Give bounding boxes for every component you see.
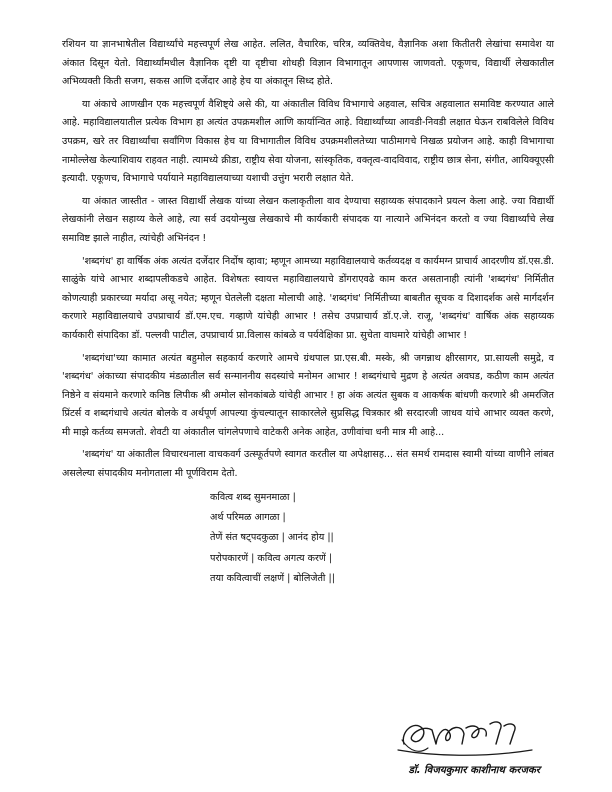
author-name: डॉ. विजयकुमार काशीनाथ करजकर [408, 765, 540, 776]
poem-line: तेणें संत षट्पदकुळा | आनंद होय || [210, 532, 334, 544]
editorial-page [62, 36, 554, 590]
paragraph-1: रशियन या ज्ञानभाषेतील विद्यार्थ्यांचे महत्त्वपूर्ण लेख आहेत. ललित, वैचारिक, चरित्र, व्यक्तिवेध, वैज्ञानिक अशा कितीतरी लेखांचा समावेश या अंकात दिसून येतो. विद्यार्थ्यांमधील वैज्ञानिक दृष्टी या दृष्टीचा शोधही विज्ञान विभागातून आपणास जाणवतो. एकूणच, विद्यार्थी लेखकातील अभिव्यक्ती किती सजग, सकस आणि दर्जेदार आहे हेच या अंकातून सिध्द होते. [62, 39, 554, 88]
paragraph-6: 'शब्दगंध' या अंकातील विचारधनाला वाचकवर्ग उत्स्फूर्तपणे स्वागत करतील या अपेक्षासह... संत समर्थ रामदास स्वामी यांच्या वाणीने लांबत असलेल्या संपादकीय मनोगताला मी पूर्णविराम देतो. [62, 449, 554, 480]
poem-line: तया कवित्वाचीं लक्षणें | बोलिजेती || [210, 573, 335, 585]
paragraph-3: या अंकात जास्तीत - जास्त विद्यार्थी लेखक यांच्या लेखन कलाकृतीला वाव देण्याचा सहाय्यक संपादकाने प्रयत्न केला आहे. ज्या विद्यार्थी लेखकांनी लेखन सहाय्य केले आहे, त्या सर्व उदयोन्मुख लेखकाचे मी कार्यकारी संपादक या नात्याने अभिनंदन करतो व ज्या विद्यार्थ्यांचे लेख समाविष्ट झाले नाहीत, त्यांचेही अभिनंदन ! [62, 195, 554, 244]
paragraph-2: या अंकाचे आणखीन एक महत्त्वपूर्ण वैशिष्ट्ये असे की, या अंकातील विविध विभागाचे अहवाल, सचित्र अहवालात समाविष्ट करण्यात आले आहे. महाविद्यालयातील प्रत्येक विभाग हा अत्यंत उपक्रमशील आणि कार्यान्वित आहे. विद्यार्थ्यांच्या आवडी-निवडी लक्षात घेऊन राबविलेले विविध उपक्रम, खरे तर विद्यार्थ्यांचा सर्वांगिण विकास हेच या विभागातील विविध उपक्रमशीलतेच्या पाठीमागचे निखळ प्रयोजन आहे. काही विभागाचा नामोल्लेख केल्याशिवाय राहवत नाही. त्यामध्ये क्रीडा, राष्ट्रीय सेवा योजना, सांस्कृतिक, वक्तृत्व-वादविवाद, राष्ट्रीय छात्र सेना, संगीत, आयिक्यूएसी इत्यादी. एकूणच, विभागाचे पर्यायाने महाविद्यालयाच्या यशाची उत्तुंग भरारी लक्षात येते. [62, 98, 554, 185]
handwritten-signature [392, 710, 542, 765]
poem-verse [210, 488, 554, 590]
paragraph-5: 'शब्दगंधा'च्या कामात अत्यंत बहुमोल सहकार्य करणारे आमचे ग्रंथपाल प्रा.एस.बी. मस्के, श्री जगन्नाथ क्षीरसागर, प्रा.सायली समुद्रे, व 'शब्दगंध' अंकाच्या संपादकीय मंडळातील सर्व सन्माननीय सदस्यांचे मनोमन आभार ! शब्दगंधाचे मुद्रण हे अत्यंत अवघड, कठीण काम अत्यंत निष्ठेने व संयमाने करणारे कनिष्ठ लिपीक श्री अमोल सोनकांबळे यांचेही आभार ! हा अंक अत्यंत सुबक व आकर्षक बांधणी करणारे श्री अमरजित प्रिंटर्स व शब्दगंधाचे अत्यंत बोलके व अर्थपूर्ण आपल्या कुंचल्यातून साकारलेले सुप्रसिद्ध चित्रकार श्री सरदारजी जाधव यांचे आभार व्यक्त करणे, मी माझे कर्तव्य समजतो. शेवटी या अंकातील चांगलेपणाचे वाटेकरी अनेक आहेत, उणीवांचा धनी मात्र मी आहे... [62, 352, 554, 438]
poem-line: परोपकारणें | कवित्व अगत्य करणें | [210, 552, 333, 564]
signature-icon [392, 710, 542, 765]
paragraph-4: 'शब्दगंध' हा वार्षिक अंक अत्यंत दर्जेदार निर्दोष व्हावा; म्हणून आमच्या महाविद्यालयाचे कर्तव्यदक्ष व कार्यमग्न प्राचार्य आदरणीय डॉ.एस.डी. साळुंके यांचे आभार शब्दापलीकडचे आहेत. विशेषतः स्वायत्त महाविद्यालयाचे डोंगराएवढे काम करत असतानाही त्यांनी 'शब्दगंध' निर्मितीत कोणत्याही प्रकारच्या मर्यादा असू नयेत; म्हणून घेतलेली दक्षता मोलाची आहे. 'शब्दगंध' निर्मितीच्या बाबतीत सूचक व दिशादर्शक असे मार्गदर्शन करणारे महाविद्यालयाचे उपप्राचार्य डॉ.एम.एच. गव्हाणे यांचेही आभार ! तसेच उपप्राचार्य डॉ.ए.जे. राजू, 'शब्दगंध' वार्षिक अंक सहाय्यक कार्यकारी संपादिका डॉ. पल्लवी पाटील, उपप्राचार्य प्रा.विलास कांबळे व पर्यवेक्षिका प्रा. सुचेता वाघमारे यांचेही आभार ! [62, 255, 554, 341]
poem-line: अर्थ परिमळ आगळा | [210, 512, 286, 524]
poem-line: कवित्व शब्द सुमनमाळा | [210, 491, 296, 503]
